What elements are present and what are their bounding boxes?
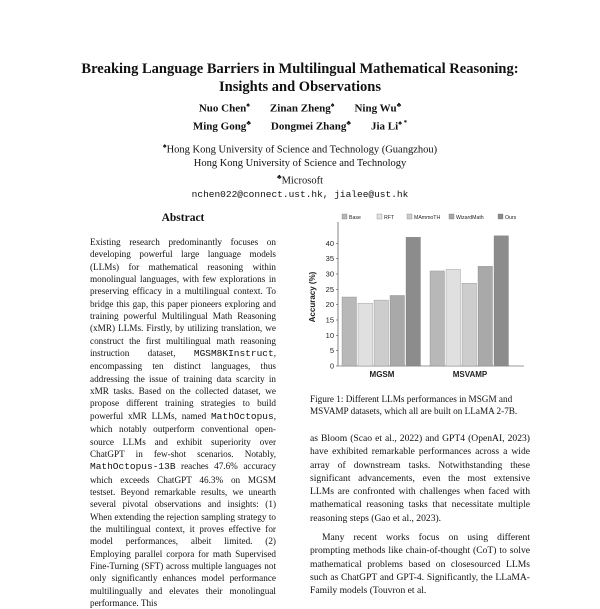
legend-swatch [407, 214, 412, 219]
bar [342, 297, 357, 366]
title-line-1: Breaking Language Barriers in Multilingual Mathematical Reasoning: [81, 61, 519, 77]
y-tick-label: 35 [325, 254, 334, 264]
y-tick-label: 5 [329, 346, 334, 356]
bar [446, 269, 461, 366]
author-list [100, 98, 500, 133]
bar [478, 266, 493, 366]
figure-caption: Figure 1: Different LLMs performances in MSGM and MSVAMP datasets, which all are built on LLaMA 2-7B. [310, 394, 518, 417]
body-paragraph: as Bloom (Scao et al., 2022) and GPT4 (OpenAI, 2023) have exhibited remarkable performances across a wide array of downstream tasks. Notwithstanding these significant advancements, even the most extensive LLMs are confronted with challenges when faced with mathematical reasoning tasks that necessitate multiple reasoning steps (Gao et al., 2023). [310, 433, 530, 524]
legend-swatch [449, 214, 454, 219]
y-tick-label: 25 [325, 284, 334, 294]
legend-swatch [377, 214, 382, 219]
bar [430, 271, 445, 366]
y-tick-label: 15 [325, 315, 334, 325]
author-row-1 [100, 98, 500, 116]
accuracy-bar-chart [306, 206, 528, 388]
legend-swatch [342, 214, 347, 219]
author: Zinan Zheng♠ [269, 101, 335, 115]
paper-title [40, 60, 560, 96]
body-text [310, 432, 530, 604]
legend-label: MAmmoTH [414, 215, 441, 221]
emails: nchen022@connect.ust.hk, jialee@ust.hk [191, 188, 409, 200]
y-tick-label: 20 [325, 300, 334, 310]
legend-label: WizardMath [456, 215, 484, 221]
y-tick-label: 30 [325, 269, 334, 279]
x-category-label: MGSM [369, 370, 395, 379]
body-paragraph: Many recent works focus on using different prompting methods like chain-of-thought (CoT) to solve mathematical problems based on closesourced LLMs such as ChatGPT and GPT-4. Significantly, the LLaMA-Family models (Touvron et al. [310, 532, 530, 597]
bar [462, 283, 477, 366]
legend-label: Ours [505, 215, 517, 221]
author: Ning Wu♣ [354, 101, 402, 115]
legend-label: Base [349, 215, 361, 221]
author-row-2 [100, 116, 500, 134]
affiliations [80, 140, 520, 201]
bar [406, 237, 421, 366]
affiliation-3: ♣Microsoft [276, 172, 323, 186]
legend-swatch [498, 214, 503, 219]
bar [494, 236, 509, 366]
legend-label: RFT [384, 215, 395, 221]
title-line-2: Insights and Observations [219, 79, 381, 95]
author: Jia Li♠ * [371, 118, 408, 133]
y-axis-label: Accuracy (%) [308, 271, 317, 323]
author: Dongmei Zhang♣ [270, 118, 351, 133]
x-category-label: MSVAMP [452, 370, 488, 379]
abstract-body: Existing research predominantly focuses on developing powerful large language models (LLMs) for mathematical reasoning within monolingual languages, with few explorations in preserving efficacy in a multilingual context. To bridge this gap, this paper pioneers exploring and training powerful Multilingual Math Reasoning (xMR) LLMs. Firstly, by utilizing translation, we construct the first multilingual math reasoning instruction dataset, MGSM8KInstruct, encompassing ten distinct languages, thus addressing the issue of training data scarcity in xMR tasks. Based on the collected dataset, we propose different training strategies to build powerful xMR LLMs, named MathOctopus, which notably outperform conventional open-source LLMs and exhibit superiority over ChatGPT in few-shot scenarios. Notably, MathOctopus-13B reaches 47.6% accuracy which exceeds ChatGPT 46.3% on MGSM testset. Beyond remarkable results, we unearth several pivotal observations and insights: (1) When extending the rejection sampling strategy to the multilingual context, it proves effective for model performances, albeit limited. (2) Employing parallel corpora for math Supervised Fine-Turning (SFT) across multiple languages not only significantly enhances model performance multilingually and elevates their monolingual performance. This [90, 237, 276, 608]
abstract-heading: Abstract [161, 212, 205, 224]
bar [390, 295, 405, 366]
affiliation-2: Hong Kong University of Science and Technology [193, 158, 407, 169]
author: Nuo Chen♠ [198, 101, 250, 115]
y-tick-label: 0 [329, 361, 334, 371]
y-tick-label: 40 [325, 238, 334, 248]
y-tick-label: 10 [325, 330, 334, 340]
author: Ming Gong♣ [192, 118, 251, 133]
affiliation-1: ♠Hong Kong University of Science and Technology (Guangzhou) [162, 142, 438, 156]
bar [358, 303, 373, 366]
bar [374, 300, 389, 366]
